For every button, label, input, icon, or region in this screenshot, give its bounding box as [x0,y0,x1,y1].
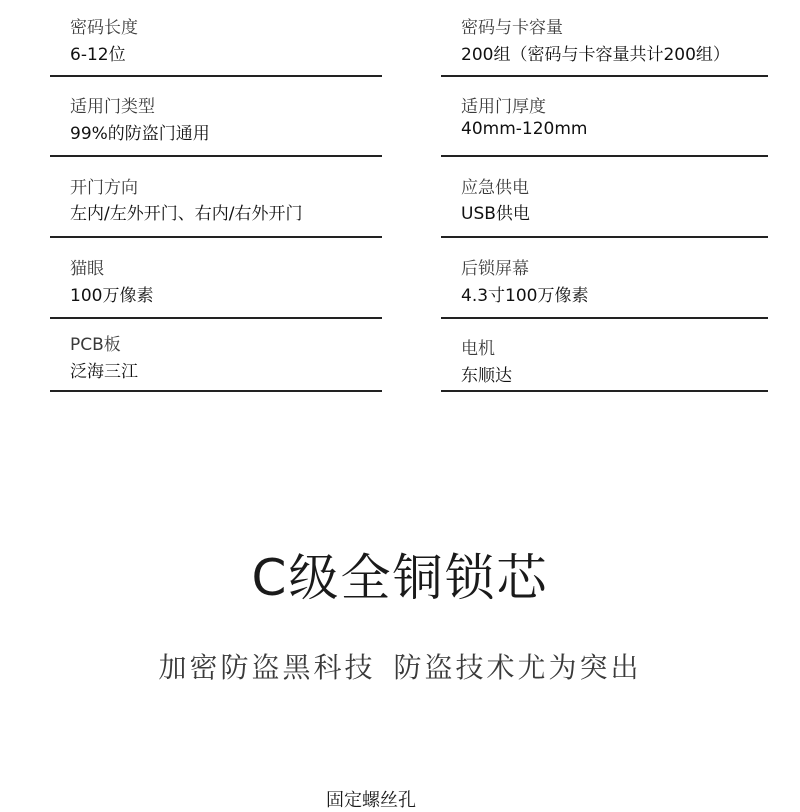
spec-label: 开门方向 [70,178,138,198]
spec-label: 适用门类型 [70,97,155,117]
spec-label: 猫眼 [70,259,104,279]
spec-label: 适用门厚度 [461,97,546,117]
section-subtitle [0,646,800,686]
spec-opening-direction [50,157,382,238]
spec-value: 99%的防盗门通用 [70,124,210,144]
spec-value: 100万像素 [70,286,154,306]
spec-value: 6-12位 [70,45,126,65]
spec-door-type [50,77,382,157]
spec-value: 200组（密码与卡容量共计200组） [461,45,730,65]
spec-value: USB供电 [461,204,530,224]
subtitle-left: 加密防盗黑科技 [158,651,376,684]
spec-label: 密码与卡容量 [461,18,563,38]
fixing-screw-hole-label: 固定螺丝孔 [326,790,416,811]
spec-value: 泛海三江 [70,362,138,382]
section-title: C级全铜锁芯 [251,549,549,607]
spec-value: 东顺达 [461,366,512,386]
spec-value: 40mm-120mm [461,119,588,139]
spec-value: 4.3寸100万像素 [461,286,589,306]
spec-emergency-power [441,157,768,238]
spec-pcb [50,319,382,392]
spec-password-length [50,0,382,77]
spec-label: 电机 [461,339,495,359]
spec-value: 左内/左外开门、右内/右外开门 [70,204,303,224]
spec-motor [441,319,768,392]
spec-peephole [50,238,382,319]
spec-door-thickness [441,77,768,157]
spec-label: PCB板 [70,335,121,355]
spec-rear-screen [441,238,768,319]
subtitle-right: 防盗技术尤为突出 [393,651,642,684]
spec-label: 应急供电 [461,178,529,198]
spec-label: 后锁屏幕 [461,259,529,279]
spec-capacity [441,0,768,77]
spec-label: 密码长度 [70,18,138,38]
